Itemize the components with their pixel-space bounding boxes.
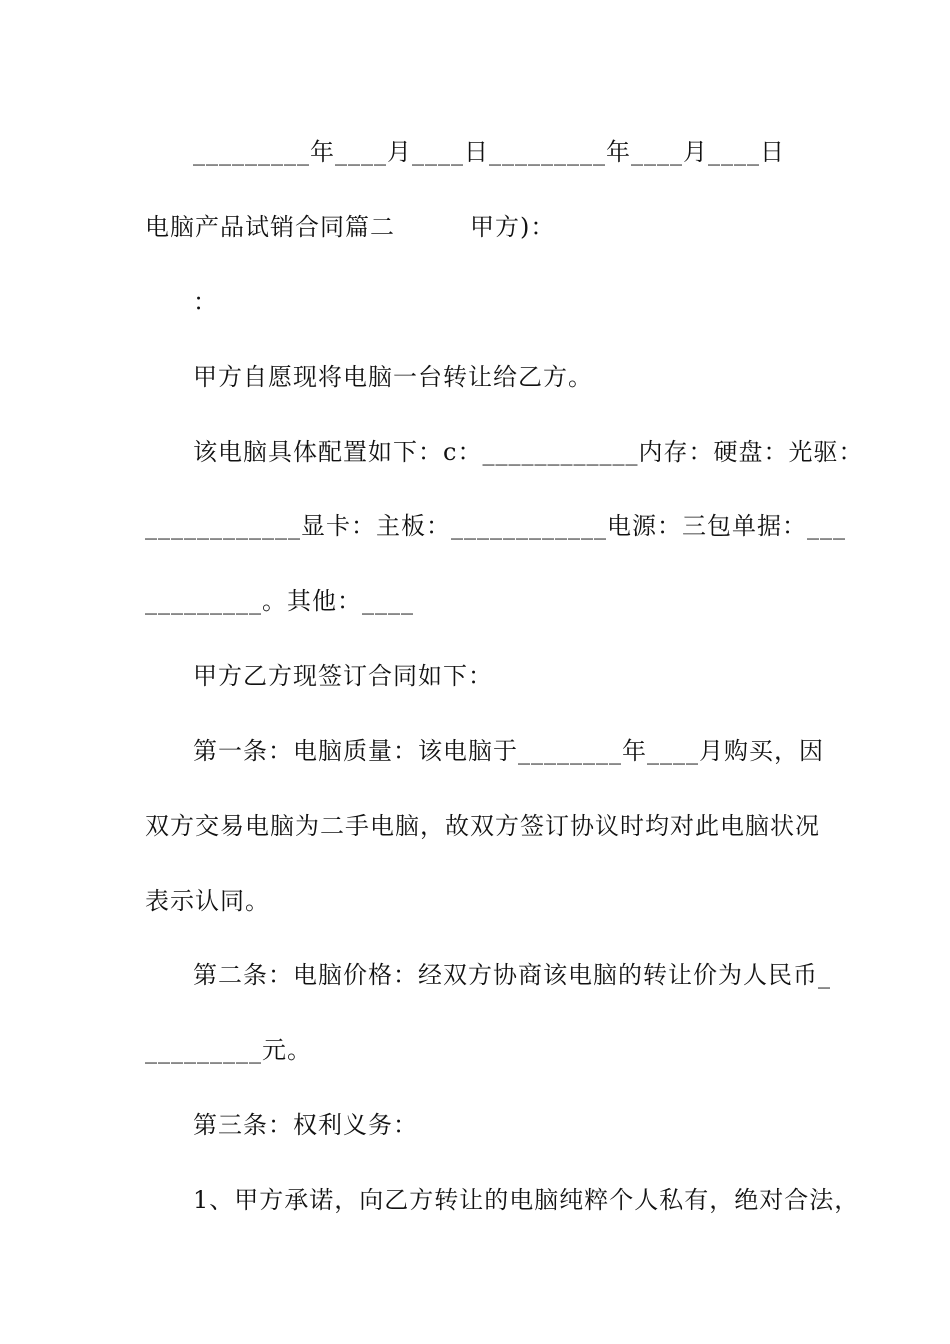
article-3-item-1: 1、甲方承诺，向乙方转让的电脑纯粹个人私有，绝对合法， <box>193 1186 860 1214</box>
article-2-line-2: _________元。 <box>145 1036 312 1064</box>
article-3-heading: 第三条：权利义务： <box>193 1111 418 1139</box>
date-signature-line: _________年____月____日_________年____月____日 <box>193 138 785 166</box>
article-1-line-1: 第一条：电脑质量：该电脑于________年____月购买，因 <box>193 737 824 765</box>
party-b-line: ： <box>193 288 218 316</box>
section-heading: 电脑产品试销合同篇二 甲方)： <box>145 213 556 241</box>
article-2-line-1: 第二条：电脑价格：经双方协商该电脑的转让价为人民币_ <box>193 961 831 989</box>
article-1-line-3: 表示认同。 <box>145 887 270 915</box>
paragraph-config-2: ____________显卡：主板：____________电源：三包单据：___ <box>145 512 846 540</box>
paragraph-config-1: 该电脑具体配置如下：c：____________内存：硬盘：光驱： <box>193 438 864 466</box>
paragraph-config-3: _________。其他：____ <box>145 587 414 615</box>
paragraph-agreement: 甲方乙方现签订合同如下： <box>193 662 493 690</box>
paragraph-transfer: 甲方自愿现将电脑一台转让给乙方。 <box>193 363 593 391</box>
article-1-line-2: 双方交易电脑为二手电脑，故双方签订协议时均对此电脑状况 <box>145 812 820 840</box>
